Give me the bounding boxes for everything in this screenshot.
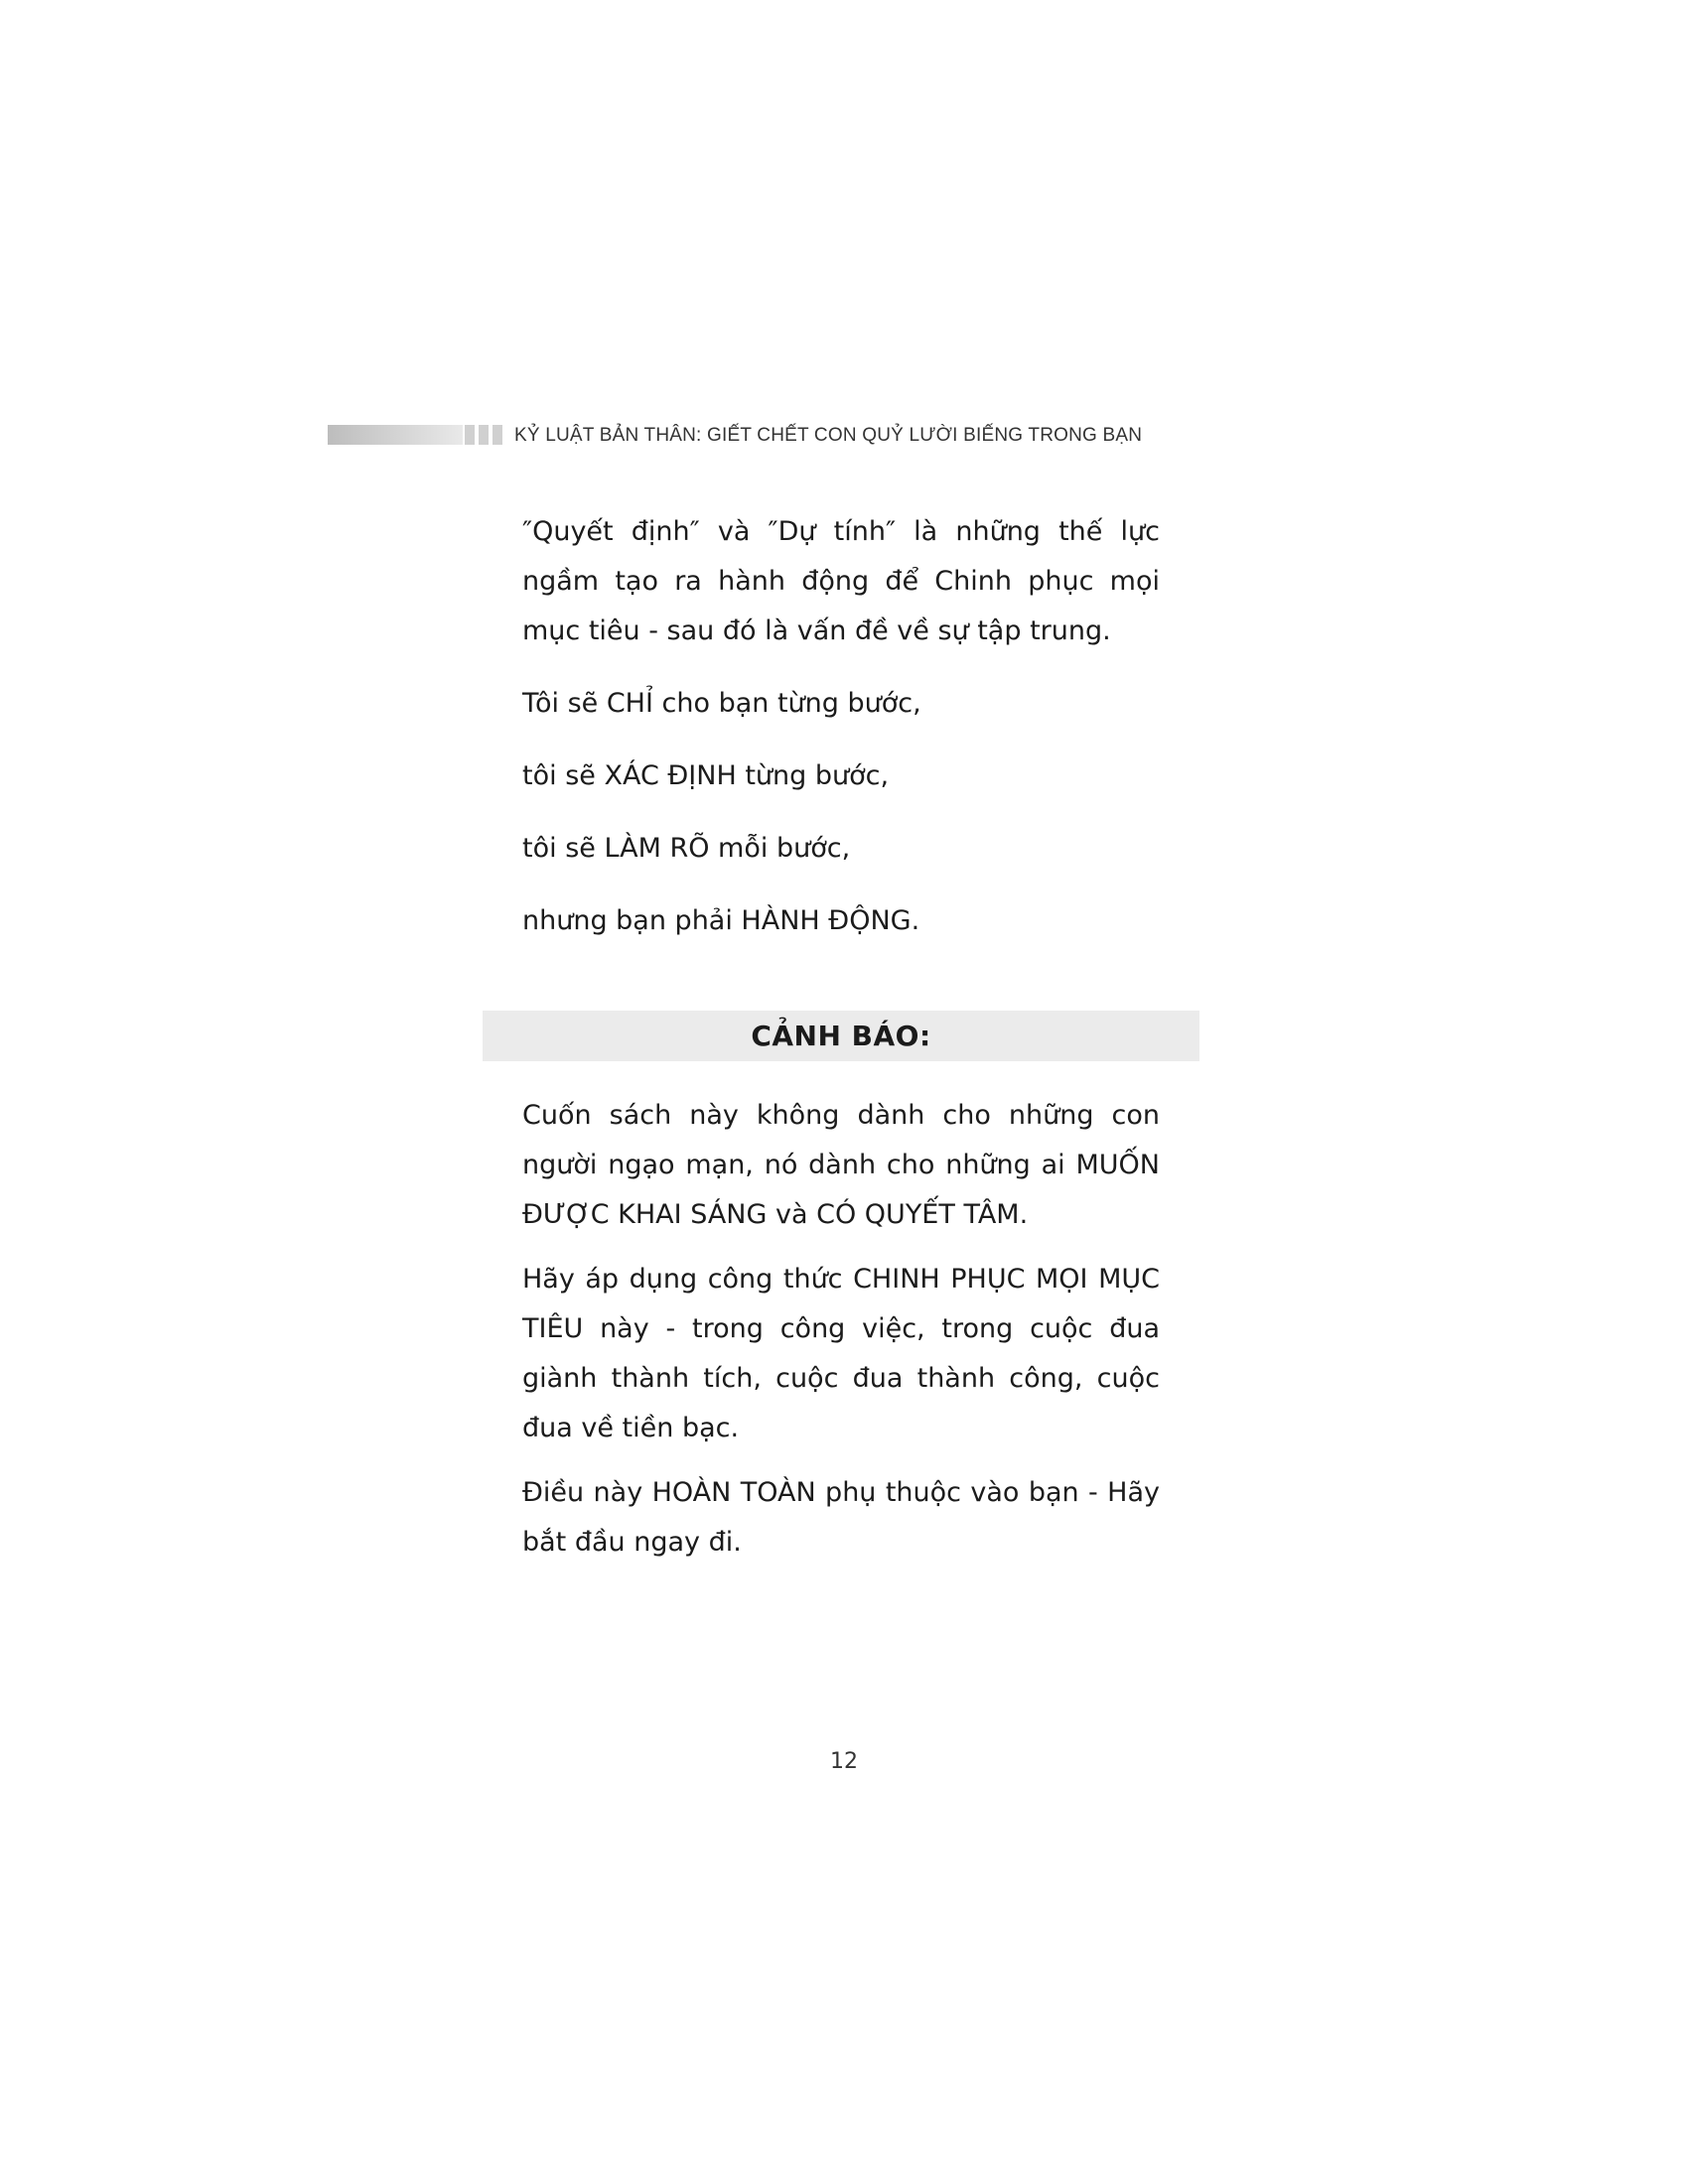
warning-title: CẢNH BÁO: bbox=[751, 1020, 931, 1052]
intro-line: tôi sẽ LÀM RÕ mỗi bước, bbox=[522, 833, 851, 864]
intro-paragraph: ″Quyết định″ và ″Dự tính″ là những thế lực ngầm tạo ra hành động để Chinh phục mọi mục tiêu - sau đó là vấn đề về sự tập trung. bbox=[522, 516, 1160, 646]
header-stripe bbox=[479, 425, 489, 445]
running-header bbox=[328, 423, 1360, 449]
warning-paragraph: Hãy áp dụng công thức CHINH PHỤC MỌI MỤC TIÊU này - trong công việc, trong cuộc đua giành thành tích, cuộc đua thành công, cuộc đua về tiền bạc. bbox=[522, 1264, 1160, 1443]
intro-line: nhưng bạn phải HÀNH ĐỘNG. bbox=[522, 905, 920, 936]
header-stripe bbox=[492, 425, 502, 445]
header-decoration-bar bbox=[328, 425, 463, 445]
warning-paragraph: Cuốn sách này không dành cho những con người ngạo mạn, nó dành cho những ai MUỐN ĐƯỢC KHAI SÁNG và CÓ QUYẾT TÂM. bbox=[522, 1100, 1160, 1230]
page-number: 12 bbox=[830, 1749, 858, 1774]
header-stripe bbox=[465, 425, 475, 445]
warning-paragraph: Điều này HOÀN TOÀN phụ thuộc vào bạn - Hãy bắt đầu ngay đi. bbox=[522, 1477, 1160, 1558]
header-decoration-stripes bbox=[465, 425, 502, 445]
intro-line: tôi sẽ XÁC ĐỊNH từng bước, bbox=[522, 760, 890, 791]
intro-line: Tôi sẽ CHỈ cho bạn từng bước, bbox=[522, 688, 921, 719]
running-title: KỶ LUẬT BẢN THÂN: GIẾT CHẾT CON QUỶ LƯỜI BIẾNG TRONG BẠN bbox=[514, 425, 1143, 446]
warning-banner bbox=[483, 1011, 1199, 1061]
